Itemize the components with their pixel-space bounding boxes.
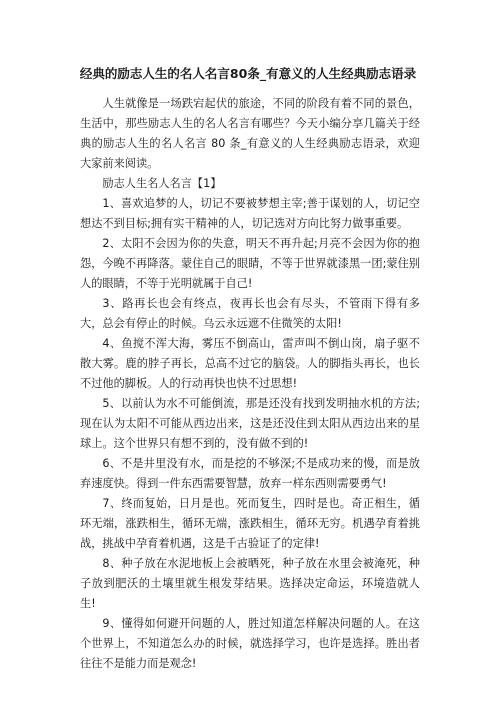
quote-item-9: 9、懂得如何避开问题的人，胜过知道怎样解决问题的人。在这个世界上，不知道怎么办的时候，就选择学习，也许是选择。胜出者往往不是能力而是观念! bbox=[80, 617, 420, 670]
quote-item-5: 5、以前认为水不可能倒流，那是还没有找到发明抽水机的方法;现在认为太阳不可能从西边出来，这是还没住到太阳从西边出来的星球上。这个世界只有想不到的，没有做不到的! bbox=[80, 397, 420, 450]
quote-item-8: 8、种子放在水泥地板上会被晒死，种子放在水里会被淹死，种子放到肥沃的土壤里就生根发芽结果。选择决定命运，环境造就人生! bbox=[80, 557, 420, 610]
quote-item-4: 4、鱼搅不浑大海，雾压不倒高山，雷声叫不倒山岗，扇子驱不散大雾。鹿的脖子再长，总高不过它的脑袋。人的脚指头再长，也长不过他的脚板。人的行动再快也快不过思想! bbox=[80, 337, 420, 390]
quote-item-7: 7、终而复始，日月是也。死而复生，四时是也。奇正相生，循环无端，涨跌相生，循环无端，涨跌相生，循环无穷。机遇孕育着挑战，挑战中孕育着机遇，这是千古验证了的定律! bbox=[80, 497, 420, 550]
quote-item-1: 1、喜欢追梦的人，切记不要被梦想主宰;善于谋划的人，切记空想达不到目标;拥有实干精神的人，切记选对方向比努力做事重要。 bbox=[80, 197, 420, 230]
document-title: 经典的励志人生的名人名言80条_有意义的人生经典励志语录 bbox=[79, 66, 417, 81]
section-heading: 励志人生名人名言【1】 bbox=[102, 177, 222, 190]
document-body bbox=[80, 94, 420, 674]
quote-item-6: 6、不是井里没有水，而是挖的不够深;不是成功来的慢，而是放弃速度快。得到一件东西需要智慧，放弃一样东西则需要勇气! bbox=[80, 457, 420, 490]
quote-item-2: 2、太阳不会因为你的失意，明天不再升起;月亮不会因为你的抱怨，今晚不再降落。蒙住自己的眼睛，不等于世界就漆黑一团;蒙住别人的眼睛，不等于光明就属于自己! bbox=[80, 237, 420, 290]
quote-item-3: 3、路再长也会有终点，夜再长也会有尽头，不管雨下得有多大，总会有停止的时候。乌云永远遮不住微笑的太阳! bbox=[80, 297, 420, 330]
intro-paragraph: 人生就像是一场跌宕起伏的旅途，不同的阶段有着不同的景色，生活中，那些励志人生的名人名言有哪些？今天小编分享几篇关于经典的励志人生的名人名言 80 条_有意义的人生经典励志语录，欢迎大家前来阅读。 bbox=[80, 97, 420, 170]
